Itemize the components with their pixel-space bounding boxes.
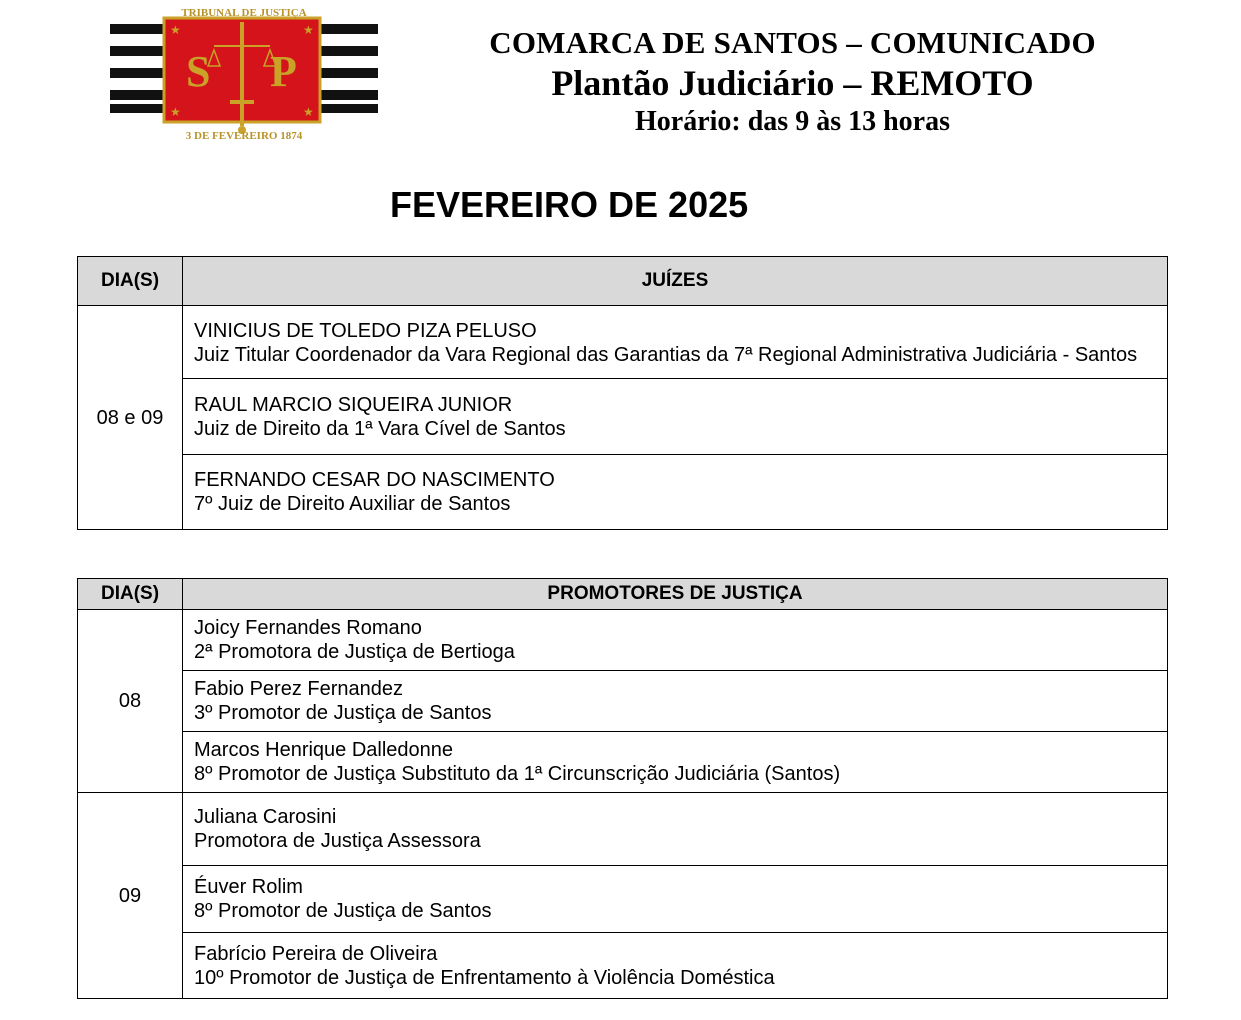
day-cell: 08 (78, 610, 183, 793)
prosecutor-cell (183, 793, 1168, 866)
table-row (78, 866, 1168, 933)
day-cell: 08 e 09 (78, 306, 183, 530)
table-row (78, 379, 1168, 455)
prosecutor-cell (183, 933, 1168, 999)
svg-text:★: ★ (170, 23, 181, 37)
header-comarca: COMARCA DE SANTOS – COMUNICADO (489, 25, 1096, 60)
prosecutor-cell (183, 671, 1168, 732)
prosecutor-role: 8º Promotor de Justiça Substituto da 1ª Circunscrição Judiciária (Santos) (194, 763, 841, 785)
logo-letter-s: S (186, 47, 211, 96)
document-header (430, 24, 1155, 140)
month-title: FEVEREIRO DE 2025 (390, 184, 749, 225)
day-cell: 09 (78, 793, 183, 999)
judge-role: Juiz Titular Coordenador da Vara Regional das Garantias da 7ª Regional Administrativa Judiciária - Santos (194, 343, 1138, 366)
header-horario: Horário: das 9 às 13 horas (635, 106, 950, 137)
judge-cell (183, 455, 1168, 530)
prosecutor-name: Éuver Rolim (194, 876, 303, 898)
prosecutor-role: 2ª Promotora de Justiça de Bertioga (194, 641, 515, 663)
table-row (78, 732, 1168, 793)
judge-name: FERNANDO CESAR DO NASCIMENTO (194, 469, 555, 491)
table-row (78, 933, 1168, 999)
judge-role: Juiz de Direito da 1ª Vara Cível de Santos (194, 417, 566, 440)
col-header-day: DIA(S) (78, 257, 183, 306)
prosecutor-role: Promotora de Justiça Assessora (194, 830, 481, 852)
prosecutor-cell (183, 610, 1168, 671)
prosecutor-role: 8º Promotor de Justiça de Santos (194, 900, 492, 922)
table-row (78, 306, 1168, 379)
logo-letter-p: P (270, 47, 297, 96)
col-header-prosecutors: PROMOTORES DE JUSTIÇA (183, 579, 1168, 610)
table-header-row (78, 257, 1168, 306)
table-row (78, 793, 1168, 866)
table-row (78, 455, 1168, 530)
prosecutor-cell (183, 732, 1168, 793)
prosecutor-name: Juliana Carosini (194, 806, 337, 828)
prosecutor-cell (183, 866, 1168, 933)
judge-role: 7º Juiz de Direito Auxiliar de Santos (194, 493, 511, 515)
col-header-day: DIA(S) (78, 579, 183, 610)
judge-cell (183, 379, 1168, 455)
prosecutor-name: Fabio Perez Fernandez (194, 678, 404, 700)
judge-name: RAUL MARCIO SIQUEIRA JUNIOR (194, 393, 513, 416)
svg-text:★: ★ (170, 105, 181, 119)
svg-text:★: ★ (303, 105, 314, 119)
table-row (78, 671, 1168, 732)
logo-bottom-text: 3 DE FEVEREIRO 1874 (185, 130, 303, 142)
header-plantao: Plantão Judiciário – REMOTO (551, 63, 1034, 103)
svg-text:★: ★ (303, 23, 314, 37)
logo-top-text: TRIBUNAL DE JUSTIÇA (181, 7, 307, 19)
judge-name: VINICIUS DE TOLEDO PIZA PELUSO (194, 319, 537, 342)
prosecutor-name: Marcos Henrique Dalledonne (194, 739, 454, 761)
col-header-judges: JUÍZES (183, 257, 1168, 306)
tribunal-logo (110, 4, 378, 144)
table-row (78, 610, 1168, 671)
prosecutors-table (77, 578, 1168, 999)
judges-table (77, 256, 1168, 530)
prosecutor-role: 3º Promotor de Justiça de Santos (194, 702, 492, 724)
prosecutor-name: Joicy Fernandes Romano (194, 617, 422, 639)
prosecutor-role: 10º Promotor de Justiça de Enfrentamento à Violência Doméstica (194, 966, 775, 989)
table-header-row (78, 579, 1168, 610)
prosecutor-name: Fabrício Pereira de Oliveira (194, 942, 438, 965)
judge-cell (183, 306, 1168, 379)
